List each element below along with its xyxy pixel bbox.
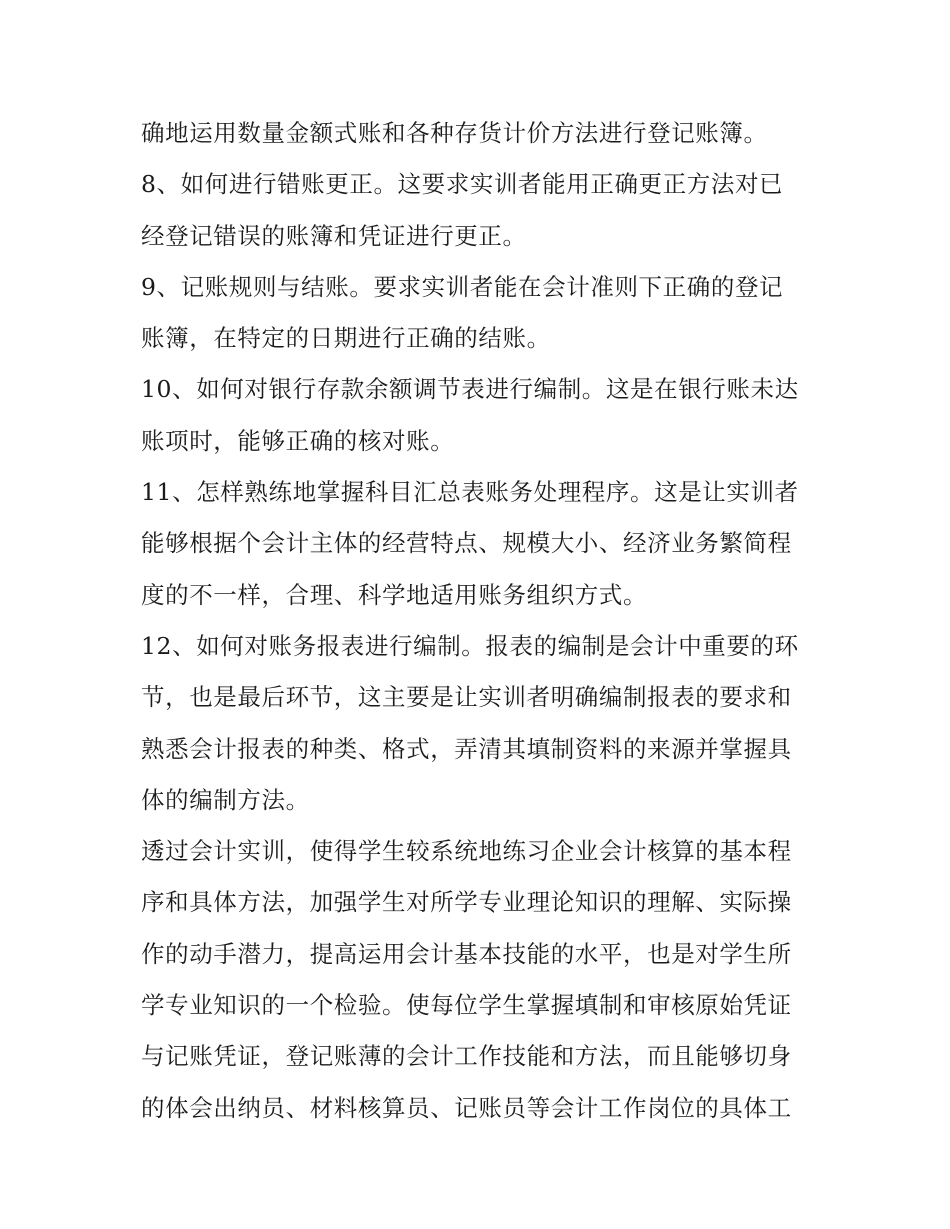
text-line: 8、如何进行错账更正。这要求实训者能用正确更正方法对已: [141, 170, 784, 199]
text-line: 作的动手潜力，提高运用会计基本技能的水平，也是对学生所: [141, 939, 792, 968]
text-line: 透过会计实训，使得学生较系统地练习企业会计核算的基本程: [141, 837, 792, 866]
document-body: [141, 108, 821, 1134]
text-line: 熟悉会计报表的种类、格式，弄清其填制资料的来源并掌握具: [141, 734, 792, 763]
text-line: 经登记错误的账簿和凭证进行更正。: [141, 221, 527, 250]
text-line: 账项时，能够正确的核对账。: [141, 426, 455, 455]
text-line: 与记账凭证，登记账薄的会计工作技能和方法，而且能够切身: [141, 1042, 792, 1071]
text-line: 节，也是最后环节，这主要是让实训者明确编制报表的要求和: [141, 683, 792, 712]
text-line: 确地运用数量金额式账和各种存货计价方法进行登记账簿。: [141, 119, 768, 147]
text-line: 度的不一样，合理、科学地适用账务组织方式。: [141, 580, 648, 609]
text-line: 账簿，在特定的日期进行正确的结账。: [141, 324, 551, 353]
text-line: 序和具体方法，加强学生对所学专业理论知识的理解、实际操: [141, 888, 792, 917]
text-line: 的体会出纳员、材料核算员、记账员等会计工作岗位的具体工: [141, 1093, 792, 1122]
text-line: 11、怎样熟练地掌握科目汇总表账务处理程序。这是让实训者: [141, 478, 799, 507]
text-line: 10、如何对银行存款余额调节表进行编制。这是在银行账未达: [141, 375, 799, 404]
text-line: 9、记账规则与结账。要求实训者能在会计准则下正确的登记: [141, 272, 784, 301]
text-line: 12、如何对账务报表进行编制。报表的编制是会计中重要的环: [141, 631, 799, 660]
text-line: 能够根据个会计主体的经营特点、规模大小、经济业务繁简程: [141, 529, 792, 558]
text-line: 体的编制方法。: [141, 785, 310, 814]
text-line: 学专业知识的一个检验。使每位学生掌握填制和审核原始凭证: [141, 991, 792, 1020]
